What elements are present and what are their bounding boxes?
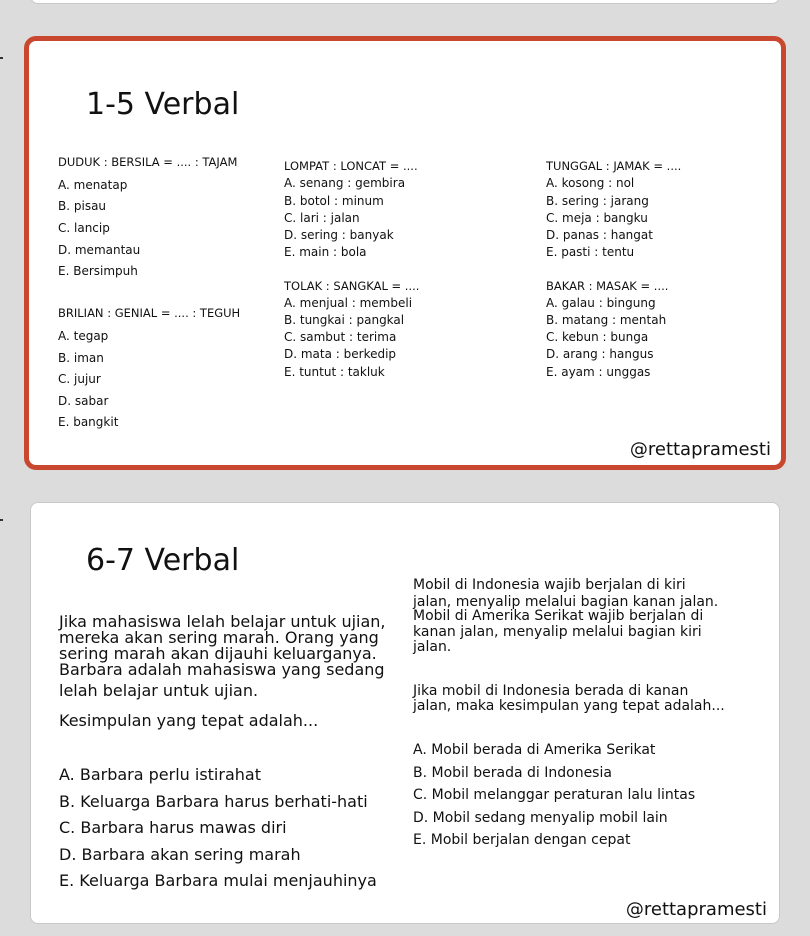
question-text: BRILIAN : GENIAL = .... : TEGUH <box>58 306 241 320</box>
premise-line: mereka akan sering marah. Orang yang <box>59 628 379 647</box>
option-text: D. Mobil sedang menyalip mobil lain <box>413 810 668 826</box>
premise-line: sering marah akan dijauhi keluarganya. <box>59 644 377 663</box>
option-text: D. sabar <box>58 394 109 408</box>
question-text: LOMPAT : LONCAT = .... <box>284 159 418 173</box>
slide-thumbnail[interactable] <box>30 502 780 924</box>
author-handle: @rettapramesti <box>629 439 771 460</box>
author-handle: @rettapramesti <box>625 899 767 920</box>
option-text: C. Barbara harus mawas diri <box>59 818 287 837</box>
option-text: B. botol : minum <box>284 194 384 208</box>
option-text: B. iman <box>58 351 104 365</box>
question-prompt: Kesimpulan yang tepat adalah... <box>59 711 319 730</box>
option-text: D. arang : hangus <box>546 347 654 361</box>
premise-line: kanan jalan, menyalip melalui bagian kiri <box>413 624 702 640</box>
option-text: C. lari : jalan <box>284 211 360 225</box>
option-text: E. Mobil berjalan dengan cepat <box>413 832 631 848</box>
option-text: B. tungkai : pangkal <box>284 313 405 327</box>
option-text: B. Mobil berada di Indonesia <box>413 765 612 781</box>
option-text: D. sering : banyak <box>284 228 394 242</box>
slide-thumbnail-selected[interactable] <box>24 36 786 470</box>
option-text: C. kebun : bunga <box>546 330 649 344</box>
option-text: B. Keluarga Barbara harus berhati-hati <box>59 792 368 811</box>
option-text: A. menjual : membeli <box>284 296 413 310</box>
premise-line: jalan, menyalip melalui bagian kanan jalan. <box>413 594 719 610</box>
option-text: A. senang : gembira <box>284 176 406 190</box>
option-text: A. galau : bingung <box>546 296 656 310</box>
option-text: D. Barbara akan sering marah <box>59 845 301 864</box>
question-prompt: jalan, maka kesimpulan yang tepat adalah... <box>413 698 725 714</box>
option-text: E. tuntut : takluk <box>284 365 385 379</box>
question-text: BAKAR : MASAK = .... <box>546 279 669 293</box>
option-text: E. ayam : unggas <box>546 365 651 379</box>
question-text: DUDUK : BERSILA = .... : TAJAM <box>58 155 238 169</box>
option-text: E. Keluarga Barbara mulai menjauhinya <box>59 871 377 890</box>
option-text: B. matang : mentah <box>546 313 667 327</box>
option-text: A. kosong : nol <box>546 176 635 190</box>
option-text: B. pisau <box>58 199 107 213</box>
option-text: A. menatap <box>58 178 128 192</box>
option-text: D. panas : hangat <box>546 228 653 242</box>
option-text: C. lancip <box>58 221 110 235</box>
question-prompt: Jika mobil di Indonesia berada di kanan <box>413 683 689 699</box>
premise-line: Mobil di Indonesia wajib berjalan di kiri <box>413 577 686 593</box>
option-text: C. sambut : terima <box>284 330 397 344</box>
slide-marker <box>0 57 3 59</box>
premise-line: Mobil di Amerika Serikat wajib berjalan di <box>413 608 704 624</box>
slide-title: 6-7 Verbal <box>86 543 240 578</box>
option-text: A. tegap <box>58 329 109 343</box>
option-text: E. Bersimpuh <box>58 264 138 278</box>
premise-line: Jika mahasiswa lelah belajar untuk ujian, <box>59 612 386 631</box>
option-text: C. Mobil melanggar peraturan lalu lintas <box>413 787 696 803</box>
option-text: D. memantau <box>58 243 141 257</box>
option-text: E. main : bola <box>284 245 367 259</box>
option-text: B. sering : jarang <box>546 194 649 208</box>
slide-title: 1-5 Verbal <box>86 87 240 122</box>
premise-line: jalan. <box>413 639 452 655</box>
option-text: D. mata : berkedip <box>284 347 397 361</box>
previous-slide-thumbnail[interactable] <box>30 0 780 4</box>
option-text: E. pasti : tentu <box>546 245 635 259</box>
slide-marker <box>0 519 3 521</box>
option-text: C. jujur <box>58 372 101 386</box>
premise-line: lelah belajar untuk ujian. <box>59 681 259 700</box>
option-text: A. Barbara perlu istirahat <box>59 765 261 784</box>
option-text: A. Mobil berada di Amerika Serikat <box>413 742 656 758</box>
premise-line: Barbara adalah mahasiswa yang sedang <box>59 660 385 679</box>
option-text: C. meja : bangku <box>546 211 648 225</box>
option-text: E. bangkit <box>58 415 119 429</box>
question-text: TUNGGAL : JAMAK = .... <box>546 159 682 173</box>
question-text: TOLAK : SANGKAL = .... <box>284 279 420 293</box>
